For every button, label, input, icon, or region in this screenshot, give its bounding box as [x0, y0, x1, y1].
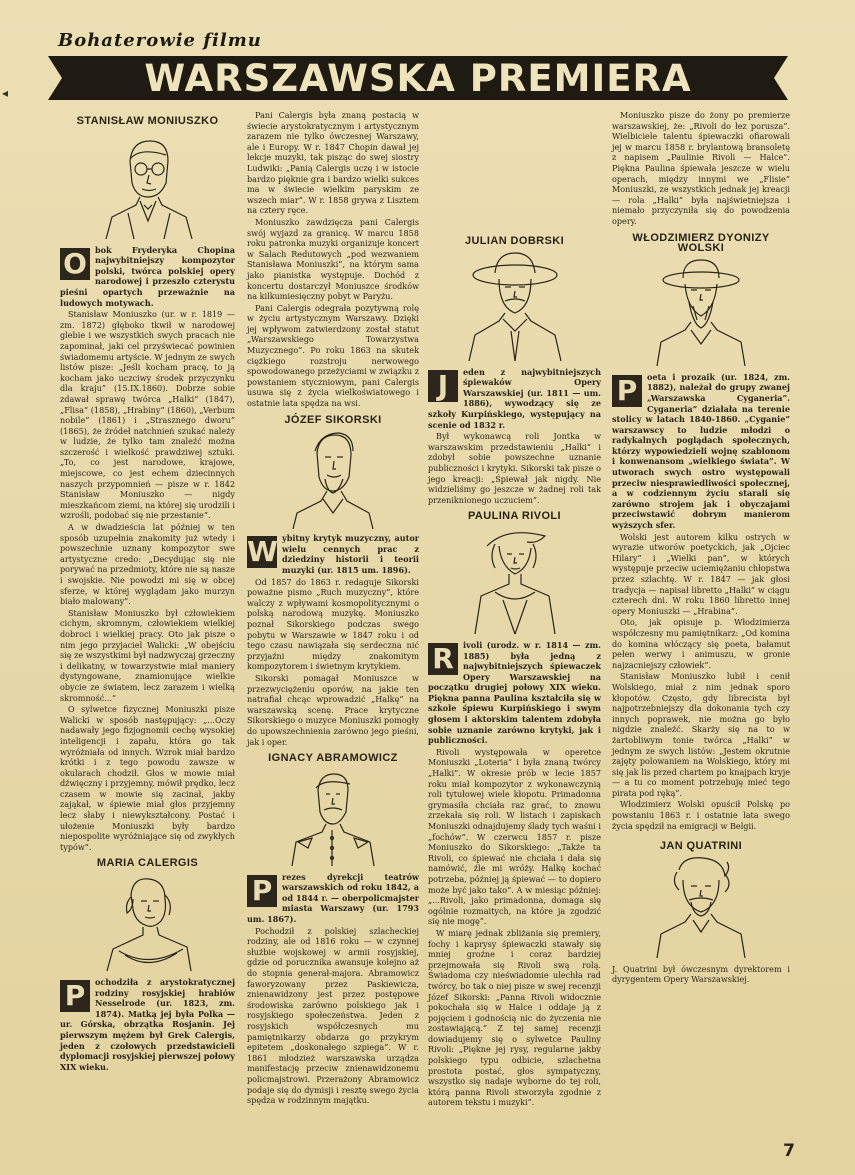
- rivoli-paragraph: Rivoli występowała w operetce Moniuszki „Loteria” i była znaną twórcy „Halki”. W okresie prób w lecie 1857 roku miał kompozytor z wykonawczynią roli tytułowej wiele kłopotu. Primadonna grymasiła chciała raz grać, to znowu zrzekała się roli. W listach i zapiskach Moniuszki odnajdujemy ślady tych waśni i „fochów”. W czerwcu 1857 r. pisze Moniuszko do Sikorskiego: „Także ta Rivoli, co śpiewać nie chciała i dała się namówić, źle mi wróży. Halkę kochać potrzeba, później ją śpiewać — to dopiero może być jako tako”. A w miesiąc później: „...Rivoli, jako primadonna, domaga się ogólnie rozmaitych, na które ja zgodzić się nie mogę”.: [428, 746, 601, 927]
- page-title: WARSZAWSKA PREMIERA: [144, 57, 692, 100]
- column-3: [428, 230, 601, 1109]
- moniuszko-drop-cap: O: [60, 248, 90, 280]
- wolski-heading: WŁODZIMIERZ DYONIZY WOLSKI: [632, 231, 770, 255]
- calergis-intro: ochodziła z arystokratycznej rodziny rosyjskiej hrabiów Nesselrode (ur. 1823, zm. 1874). Matką jej była Polka — ur. Górska, obrzątka Rosjanin. Jej pierwszym mężem był Grek Calergis, jeden z czołowych przedstawicieli dyplomacji rosyjskiej pierwszej połowy XIX wieku.: [60, 977, 235, 1072]
- abramowicz-heading: IGNACY ABRAMOWICZ: [268, 752, 398, 765]
- column-1: [60, 110, 235, 1073]
- moniuszko-paragraph: A w dwadzieścia lat później w ten sposób uzupełnia znakomity już wtedy i powszechnie uznany kompozytor swe artystyczne credo: „Decydując się nie porywać na przedmioty, które nie są nasze i swojskie. Nie powodzi mi się w obcej sferze, w której wyglądam jako murzyn biało malowany”.: [60, 522, 235, 607]
- rivoli-drop-cap: R: [428, 643, 458, 675]
- moniuszko-portrait-drawing: [100, 131, 196, 241]
- dobrski-drop-cap: J: [428, 370, 458, 402]
- calergis-paragraph: Moniuszko zawdzięcza pani Calergis swój wyjazd za granicę. W marcu 1858 roku patronka muzyki organizuje koncert w Salach Redutowych „pod wezwaniem Stanisława Moniuszki”, na którym sama jako pianistka występuje. Dochód z koncertu dostarczył Moniuszce środków na kilkumiesięczny pobyt w Paryżu.: [247, 216, 419, 302]
- rivoli-paragraph: Moniuszko pisze do żony po premierze warszawskiej, że: „Rivoli do łez porusza”. Wielbiciele talentu śpiewaczki ofiarowali jej w marcu 1858 r. brylantową bransoletę z napisem „Paulinie Rivoli — Halce”. Piękna Paulina śpiewała jeszcze w wielu operach, między innymi we „Flisie” Moniuszki, ze wszystkich jednak jej kreacji — rola „Halki” była najświetniejsza i niemało przyczyniła się do powodzenia opery.: [612, 110, 790, 226]
- moniuszko-intro: bok Fryderyka Chopina najwybitniejszy kompozytor polski, twórca polskiej opery narodowej i przeszło czterystu pieśni opartych przeważnie na ludowych motywach.: [60, 244, 235, 308]
- wolski-portrait-drawing: [653, 258, 749, 368]
- title-banner: [48, 56, 788, 100]
- column-4: [612, 110, 790, 986]
- quatrini-heading: JAN QUATRINI: [659, 840, 743, 853]
- abramowicz-paragraph: Pochodził z polskiej szlacheckiej rodziny, ale od 1816 roku — w czynnej służbie wojskowej w armii rosyjskiej, gdzie od porucznika awansuje kolejno aż do stopnia generał-majora. Abramowicz faworyzowany przez Paskiewicza, znienawidzony jest przez postępowe środowiska zarówno polskiego jak i rosyjskiego społeczeństwa. Jeden z rosyjskich współczesnych mu pamiętnikarzy obdarza go przykrym epitetem „doskonałego szpiega”. W r. 1861 młodzież warszawska urządza manifestację przeciw znienawidzonemu policmajstrowi. Przerażony Abramowicz podaje się do dymisji i resztę swego życia spędza w rodzinnym majątku.: [247, 925, 419, 1106]
- sikorski-paragraph: Sikorski pomagał Moniuszce w przezwyciężeniu oporów, na jakie ten natrafiał chcąc wprowadzić „Halkę” na warszawską scenę. Prace krytyczne Sikorskiego o muzyce Moniuszki pomogły do upowszechnienia zarówno jego pieśni, jak i oper.: [247, 672, 419, 747]
- moniuszko-heading: STANISŁAW MONIUSZKO: [76, 115, 219, 127]
- calergis-paragraph: Pani Calergis była znaną postacią w świecie arystokratycznym i artystycznym zarazem nie tylko ówczesnej Warszawy, ale i Europy. W r. 1847 Chopin dawał jej lekcje muzyki, tak pisząc do swej siostry Ludwiki: „Panią Calergis uczę i w istocie bardzo pięknie gra i bardzo wielki sukces ma w świecie wielkim paryskim ze wszech miar”. W r. 1858 grywa z Lisztem na cztery ręce.: [247, 110, 419, 216]
- quatrini-portrait-drawing: [653, 856, 749, 960]
- moniuszko-paragraph: Stanisław Moniuszko (ur. w r. 1819 — zm. 1872) głęboko tkwił w narodowej glebie i we wszystkich swych pracach nie zapominał, jaki cel przyświecać powinien świadomemu artyście. W jednym ze swych listów pisze: „Jeśli kocham pracę, to ją kocham jako uczciwy środek przyczynku dla kraju” (15.IX.1860). Dobrze sobie zdawał sprawę twórca „Halki” (1847), „Flisa” (1858), „Hrabiny” (1860), „Verbum nobile” (1861) i „Strasznego dworu” (1865), że źródeł natchnień szukać należy w ludzie, że tylko tam znaleźć można szczerość i wielkość prawdziwej sztuki. „To, co jest narodowe, krajowe, miejscowe, co jest echem dziecinnych naszych przypomnień — pisze w r. 1842 Stanisław Moniuszko — nigdy mieszkańcom ziemi, na której się urodzili i wzrośli, podobać się nie przestanie”.: [60, 309, 235, 521]
- moniuszko-paragraph: O sylwetce fizycznej Moniuszki pisze Walicki w sposób następujący: „...Oczy nadawały jego fizjognomii cechę wysokiej inteligencji i zapału, która go tak wyróżniała od innych. Wzrok miał bardzo krótki i z tego powodu zawsze w okularach chodził. Głos w mowie miał dźwięczny i przyjemny, mówił prędko, lecz czasem w mowie się zacinał, jakby zająkał, w śpiewie miał głos przyjemny lecz słaby i niewykształcony. Postać i ułożenie Moniuszki były bardzo niepospolite wyróżniające się od zwykłych typów”.: [60, 704, 235, 852]
- dobrski-portrait-drawing: [465, 251, 565, 363]
- sikorski-paragraph: Od 1857 do 1863 r. redaguje Sikorski poważne pismo „Ruch muzyczny”, które walczy z wpływami kosmopolitycznymi o polską narodową muzykę. Moniuszko poznał Sikorskiego podczas swego pobytu w Warszawie w 1847 roku i od tego czasu nawiązała się serdeczna nić przyjaźni między znakomitym kompozytorem i świetnym krytykiem.: [247, 576, 419, 672]
- moniuszko-paragraph: Stanisław Moniuszko był człowiekiem cichym, skromnym, człowiekiem wielkiej dobroci i wielkiej pracy. Oto jak pisze o nim jego przyjaciel Walicki: „W obejściu się ze wszystkimi był nadzwyczaj grzeczny i delikatny, w towarzystwie miał maniery dystyngowane, znamionujące wielkie obycie ze światem, lecz zarazem i wielką skromność...”: [60, 607, 235, 703]
- wolski-drop-cap: P: [612, 375, 642, 407]
- wolski-paragraph: Oto, jak opisuje p. Włodzimierza współczesny mu pamiętnikarz: „Od komina do komina włóczący się poeta, bałamut pełen werwy i animuszu, w gronie najzacniejszy człowiek”.: [612, 617, 790, 670]
- quatrini-text: J. Quatrini był ówczesnym dyrektorem i dyrygentem Opery Warszawskiej.: [612, 963, 790, 985]
- column-2: [247, 110, 419, 1107]
- abramowicz-intro: rezes dyrekcji teatrów warszawskich od roku 1842, a od 1844 r. — oberpolicmajster miasta Warszawy (ur. 1793 um. 1867).: [247, 871, 419, 925]
- page-number: 7: [783, 1141, 795, 1161]
- sikorski-intro: ybitny krytyk muzyczny, autor wielu cennych prac z dziedziny historii i teorii muzyki (ur. 1815 um. 1896).: [282, 533, 419, 575]
- wolski-paragraph: Włodzimierz Wolski opuścił Polskę po powstaniu 1863 r. i ostatnie lata swego życia spędził na emigracji w Belgii.: [612, 799, 790, 831]
- wolski-paragraph: Wolski jest autorem kilku ostrych w wyrazie utworów poetyckich, jak „Ojciec Hilary” i „Wielki pan”, w których występuje przeciw uciemiężaniu chłopstwa przez szlachtę. W r. 1847 — jak głosi tradycja — napisał libretto „Halki” w ciągu czterech dni. W roku 1860 libretto innej opery Moniuszki — „Hrabina”.: [612, 531, 790, 616]
- punch-hole-mark: ◂: [2, 86, 9, 100]
- calergis-portrait-drawing: [103, 873, 193, 973]
- calergis-heading: MARIA CALERGIS: [96, 857, 199, 870]
- calergis-paragraph: Pani Calergis odegrała pozytywną rolę w życiu artystycznym Warszawy. Dzięki jej wpływom zatwierdzony został statut „Warszawskiego Towarzystwa Muzycznego”. Po roku 1863 na skutek ciężkiego rozstroju nerwowego spowodowanego przeżyciami w związku z powstaniem styczniowym, pani Calergis usuwa się z życia wielkoświatowego i ostatnie lata spędza na wsi.: [247, 302, 419, 409]
- rivoli-intro: ivoli (urodz. w r. 1814 — zm. 1885) była jedną z najwybitniejszych śpiewaczek Opery Warszawskiej na początku drugiej połowy XIX wieku. Piękna panna Paulina kształciła się w szkole śpiewu Kurpińskiego i swym głosem i aktorskim talentem zdobyła sobie uznanie zarówno krytyki, jak i publiczności.: [428, 639, 601, 746]
- dobrski-intro: eden z najwybitniejszych śpiewaków Opery Warszawskiej (ur. 1811 — um. 1886), wywodzący się ze szkoły Kurpińskiego, występujący na scenie od 1832 r.: [428, 366, 601, 430]
- rivoli-heading: PAULINA RIVOLI: [468, 510, 561, 523]
- wolski-paragraph: Stanisław Moniuszko lubił i cenił Wolskiego, miał z nim jednak sporo kłopotów. Często, gdy librecista był najpotrzebniejszy dla dokonania tych czy innych poprawek, nie można go było nigdzie znaleźć. Skarży się na to w żartobliwym tonie twórca „Halki” w jednym ze swych listów: „Jestem okrutnie zajęty polowaniem na Wolskiego, który mi się jak lis przed chartem po knajpach kryje — a tu co moment potrzebuję mieć tego pirata pod ręką”.: [612, 671, 790, 798]
- calergis-drop-cap: P: [60, 980, 90, 1012]
- rivoli-paragraph: W miarę jednak zbliżania się premiery, fochy i kaprysy śpiewaczki stawały się mniej groźne i coraz bardziej przejmowała się Rivoli swą rolą. Świadoma czy nieświadomie ulechła rad twórcy, bo tak o niej pisze w swej recenzji Józef Sikorski: „Panna Rivoli widocznie pokochała się w Halce i oddaje ją z pojęciem i godnością nic do życzenia nie zostawiającą.” Z tej samej recenzji dowiadujemy się o sylwetce Pauliny Rivoli: „Piękne jej rysy, regularne jakby polskiego typu odbicie, szlachetna prostota postać, głos sympatyczny, wszystko się nadaje wyborne do tej roli, którą panna Rivoli stworzyła zgodnie z autorem tekstu i muzyki”.: [428, 927, 601, 1108]
- rivoli-portrait-drawing: [467, 526, 563, 636]
- abramowicz-portrait-drawing: [288, 768, 378, 868]
- sikorski-drop-cap: W: [247, 535, 278, 569]
- wolski-intro: oeta i prozaik (ur. 1824, zm. 1882), należał do grupy zwanej „Warszawska Cyganeria”. Cyganeria” działała na terenie stolicy w latach 1840-1860. „Cyganie” warszawscy to ludzie młodzi o radykalnych poglądach społecznych, którzy wypowiedzieli wojnę szablonom i konwenansom „wielkiego świata”. W utworach swych ostro występowali przeciw niesprawiedliwości społecznej, a w codziennym życiu starali się zarówno strojem jak i obyczajami przeciwstawić dobrym manierom wyższych sfer.: [612, 371, 790, 531]
- abramowicz-drop-cap: P: [247, 875, 277, 907]
- sikorski-heading: JÓZEF SIKORSKI: [284, 413, 382, 426]
- section-kicker: Bohaterowie filmu: [58, 30, 262, 51]
- dobrski-paragraph: Był wykonawcą roli Jontka w warszawskim przedstawieniu „Halki” i zdobył sobie powszechne uznanie publiczności i krytyki. Sikorski tak pisze o jego kreacji: „Śpiewał jak nigdy. Nie widzieliśmy go jeszcze w żadnej roli tak przeniknionego uczuciem”.: [428, 431, 601, 505]
- dobrski-heading: JULIAN DOBRSKI: [464, 235, 565, 247]
- sikorski-portrait-drawing: [291, 429, 375, 529]
